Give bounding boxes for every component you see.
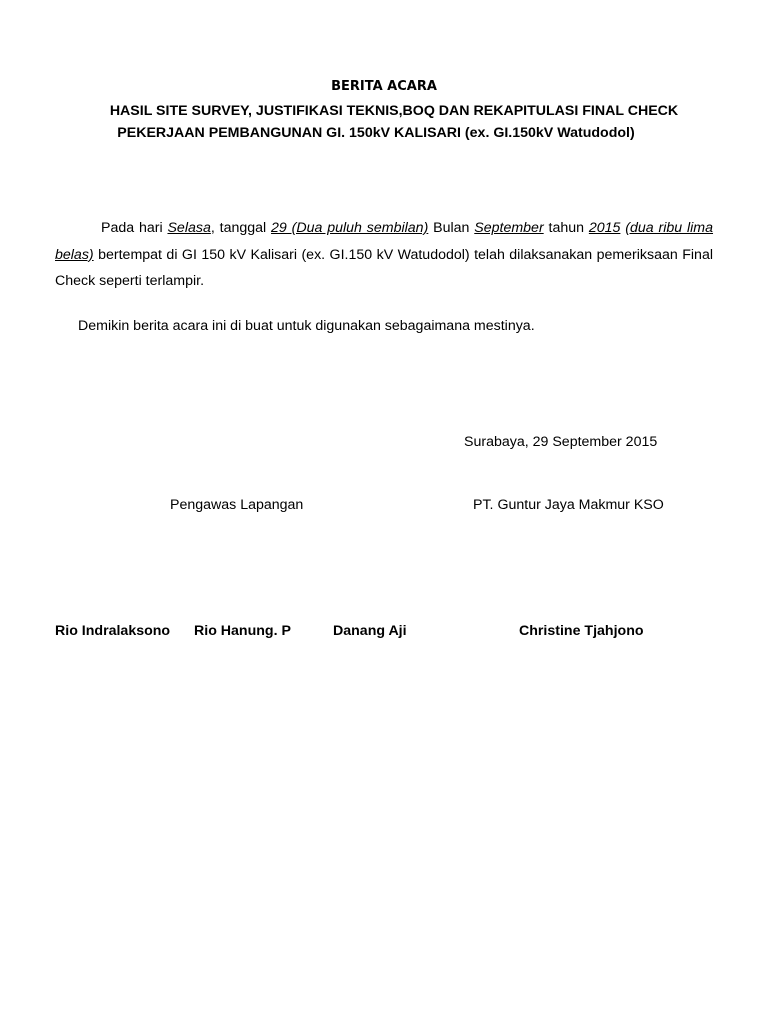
- signatory-name: Rio Hanung. P: [194, 623, 291, 639]
- document-title: BERITA ACARA: [331, 79, 437, 94]
- month-field: September: [474, 220, 544, 236]
- signatory-name: Danang Aji: [333, 623, 407, 639]
- body-paragraph: [55, 215, 713, 295]
- signatory-role-contractor: PT. Guntur Jaya Makmur KSO: [473, 497, 664, 513]
- body-text-3: Bulan: [428, 220, 475, 236]
- body-text-2: , tanggal: [210, 220, 272, 236]
- signatory-role-supervisor: Pengawas Lapangan: [170, 497, 304, 513]
- document-subtitle-line2: PEKERJAAN PEMBANGUNAN GI. 150kV KALISARI (ex. GI.150kV Watudodol): [117, 125, 635, 141]
- place-and-date: Surabaya, 29 September 2015: [464, 434, 658, 450]
- body-text-1: Pada hari: [101, 220, 168, 236]
- signatory-name: Rio Indralaksono: [55, 623, 171, 639]
- day-field: Selasa: [167, 220, 211, 236]
- body-text-5: bertempat di GI 150 kV Kalisari (ex. GI.150 kV Watudodol) telah dilaksanakan pemeriksaan Final Check seperti terlampir.: [55, 246, 713, 289]
- body-text-4: tahun: [543, 220, 589, 236]
- year-words-field: (dua ribu lima belas): [55, 220, 714, 263]
- closing-sentence: Demikin berita acara ini di buat untuk digunakan sebagaimana mestinya.: [78, 318, 535, 334]
- year-number-field: 2015: [588, 220, 621, 236]
- signatory-name: Christine Tjahjono: [519, 623, 644, 639]
- document-subtitle-line1: HASIL SITE SURVEY, JUSTIFIKASI TEKNIS,BOQ DAN REKAPITULASI FINAL CHECK: [109, 103, 679, 119]
- date-field: 29 (Dua puluh sembilan): [271, 220, 429, 236]
